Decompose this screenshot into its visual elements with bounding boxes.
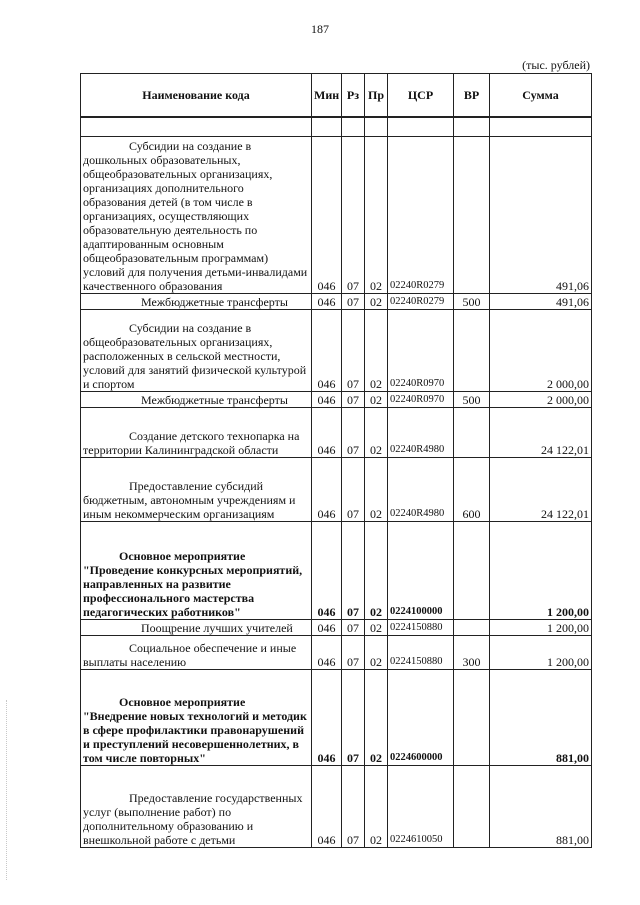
row-min: 046 [312,294,342,310]
row-name: Межбюджетные трансферты [81,392,312,408]
row-rz: 07 [342,458,365,522]
header-min: Мин [312,74,342,118]
row-vr: 600 [454,458,490,522]
row-csr: 0224100000 [388,522,454,620]
row-pr: 02 [365,137,388,294]
row-rz: 07 [342,670,365,766]
scan-margin-mark [6,700,8,880]
row-sum: 2 000,00 [490,392,592,408]
row-min: 046 [312,636,342,670]
row-sum: 491,06 [490,294,592,310]
row-rz: 07 [342,294,365,310]
row-pr: 02 [365,766,388,848]
row-rz: 07 [342,636,365,670]
row-sum: 491,06 [490,137,592,294]
row-vr [454,670,490,766]
row-pr: 02 [365,636,388,670]
table-row [81,392,592,408]
row-vr: 300 [454,636,490,670]
row-sum: 24 122,01 [490,458,592,522]
row-name: Субсидии на создание в общеобразовательных организациях, расположенных в сельской местности, условий для занятий физической культурой и спортом [81,310,312,392]
row-rz: 07 [342,310,365,392]
row-csr: 02240R0970 [388,392,454,408]
row-name: Субсидии на создание в дошкольных образовательных, общеобразовательных организациях, организациях дополнительного образования детей (в том числе в организациях, осуществляющих образовательную деятельность по адаптированным основным общеобразовательным программам) условий для получения детьми-инвалидами качественного образования [81,137,312,294]
row-name: Предоставление государственных услуг (выполнение работ) по дополнительному образованию и внешкольной работе с детьми [81,766,312,848]
row-name: Создание детского технопарка на территории Калининградской области [81,408,312,458]
row-rz: 07 [342,137,365,294]
row-vr [454,408,490,458]
row-min: 046 [312,458,342,522]
budget-table [80,73,592,848]
row-pr: 02 [365,294,388,310]
row-csr: 02240R0279 [388,137,454,294]
table-row [81,522,592,620]
header-vr: ВР [454,74,490,118]
table-row [81,137,592,294]
row-min: 046 [312,408,342,458]
row-min: 046 [312,620,342,636]
row-pr: 02 [365,620,388,636]
row-vr [454,766,490,848]
row-vr [454,137,490,294]
row-csr: 02240R0970 [388,310,454,392]
header-name: Наименование кода [81,74,312,118]
row-pr: 02 [365,392,388,408]
row-csr: 0224610050 [388,766,454,848]
row-min: 046 [312,137,342,294]
header-pr: Пр [365,74,388,118]
table-row [81,670,592,766]
table-row [81,408,592,458]
row-min: 046 [312,670,342,766]
table-header-row [81,74,592,118]
row-csr: 02240R0279 [388,294,454,310]
row-rz: 07 [342,766,365,848]
row-name: Социальное обеспечение и иные выплаты населению [81,636,312,670]
row-name: Поощрение лучших учителей [81,620,312,636]
row-vr: 500 [454,294,490,310]
row-vr [454,310,490,392]
unit-note: (тыс. рублей) [522,58,590,72]
row-vr [454,522,490,620]
row-pr: 02 [365,670,388,766]
row-name: Основное мероприятие "Проведение конкурсных мероприятий, направленных на развитие профессионального мастерства педагогических работников" [81,522,312,620]
row-sum: 1 200,00 [490,620,592,636]
row-csr: 0224150880 [388,620,454,636]
row-pr: 02 [365,408,388,458]
row-csr: 0224150880 [388,636,454,670]
table-row [81,766,592,848]
row-vr [454,620,490,636]
row-sum: 1 200,00 [490,522,592,620]
table-row [81,636,592,670]
table-row [81,294,592,310]
row-rz: 07 [342,408,365,458]
row-sum: 881,00 [490,766,592,848]
row-sum: 24 122,01 [490,408,592,458]
row-csr: 02240R4980 [388,458,454,522]
row-min: 046 [312,522,342,620]
row-pr: 02 [365,458,388,522]
row-min: 046 [312,766,342,848]
table-row [81,620,592,636]
spacer-row [81,117,592,137]
row-csr: 02240R4980 [388,408,454,458]
row-rz: 07 [342,522,365,620]
row-sum: 1 200,00 [490,636,592,670]
row-csr: 0224600000 [388,670,454,766]
row-name: Основное мероприятие "Внедрение новых технологий и методик в сфере профилактики правонарушений и преступлений несовершеннолетних, в том числе повторных" [81,670,312,766]
row-min: 046 [312,392,342,408]
row-pr: 02 [365,522,388,620]
row-name: Предоставление субсидий бюджетным, автономным учреждениям и иным некоммерческим организациям [81,458,312,522]
row-sum: 2 000,00 [490,310,592,392]
row-rz: 07 [342,620,365,636]
header-rz: Рз [342,74,365,118]
row-pr: 02 [365,310,388,392]
page-number: 187 [311,22,329,36]
row-rz: 07 [342,392,365,408]
header-csr: ЦСР [388,74,454,118]
row-vr: 500 [454,392,490,408]
table-row [81,310,592,392]
table-row [81,458,592,522]
row-name: Межбюджетные трансферты [81,294,312,310]
row-sum: 881,00 [490,670,592,766]
row-min: 046 [312,310,342,392]
header-sum: Сумма [490,74,592,118]
